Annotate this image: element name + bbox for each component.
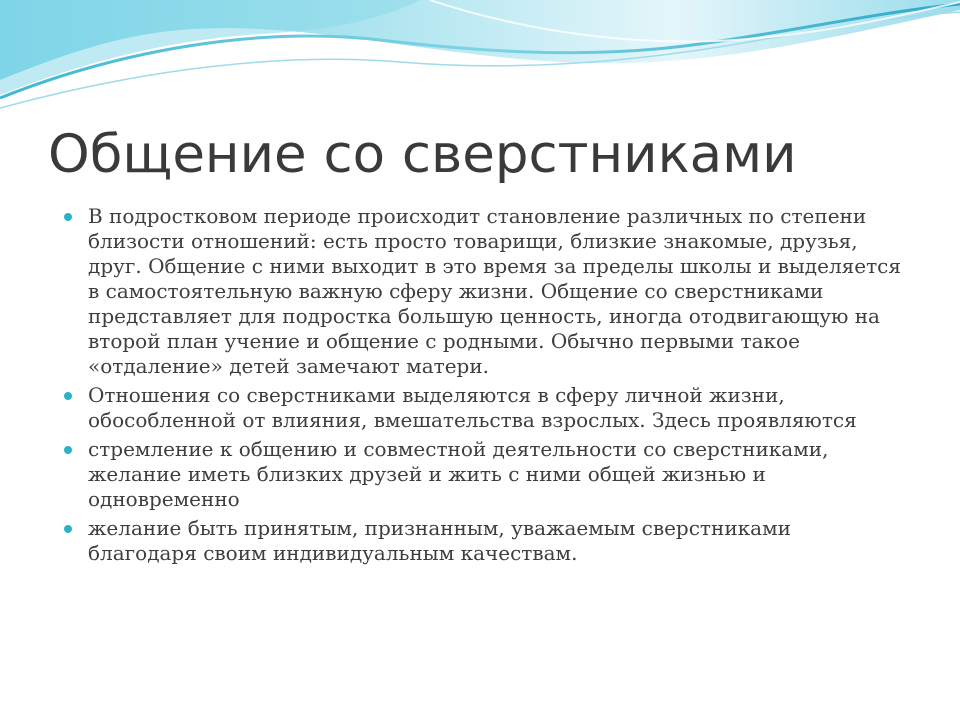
list-item: [64, 437, 904, 512]
bullet-icon: [64, 392, 72, 400]
bullet-text: В подростковом периоде происходит становление различных по степени близости отношений: есть просто товарищи, близкие знакомые, друзья, друг. Общение с ними выходит в это время за пределы школы и выделяется в самостоятельную важную сферу жизни. Общение со сверстниками представляет для подростка большую ценность, иногда отодвигающую на второй план учение и общение с родными. Обычно первыми такое «отдаление» детей замечают матери.: [88, 204, 901, 378]
list-item: [64, 516, 904, 566]
bullet-text: Отношения со сверстниками выделяются в сферу личной жизни, обособленной от влияния, вмешательства взрослых. Здесь проявляются: [88, 383, 857, 432]
bullet-list: [64, 204, 904, 570]
bullet-icon: [64, 446, 72, 454]
bullet-text: стремление к общению и совместной деятельности со сверстниками, желание иметь близких друзей и жить с ними общей жизнью и одновременно: [88, 437, 829, 511]
list-item: [64, 383, 904, 433]
bullet-icon: [64, 213, 72, 221]
list-item: [64, 204, 904, 379]
header-wave-decoration: [0, 0, 960, 130]
slide-title: Общение со сверстниками: [48, 124, 797, 185]
bullet-text: желание быть принятым, признанным, уважаемым сверстниками благодаря своим индивидуальным качествам.: [88, 516, 791, 565]
bullet-icon: [64, 525, 72, 533]
